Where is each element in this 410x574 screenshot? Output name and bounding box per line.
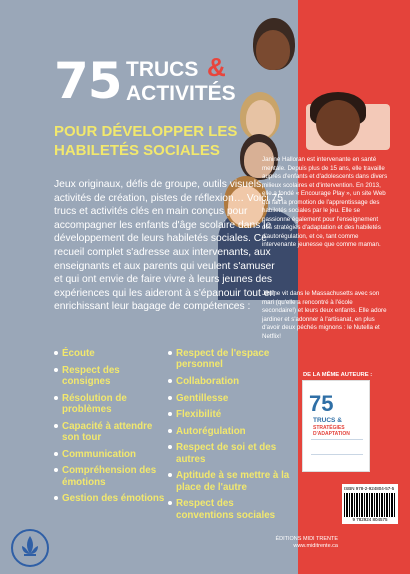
skill-item: Respect de soi et des autres <box>168 442 292 465</box>
skill-item: Autorégulation <box>168 426 292 437</box>
skill-item: Résolution de problèmes <box>54 393 169 416</box>
skill-item: Collaboration <box>168 376 292 387</box>
subtitle: POUR DÉVELOPPER LES HABILETÉS SOCIALES <box>54 123 238 159</box>
title-number: 75 <box>54 52 122 110</box>
author-face <box>316 100 360 146</box>
same-author-label: DE LA MÊME AUTEURE : <box>303 372 373 378</box>
related-book-title: TRUCS & <box>313 417 342 424</box>
skill-item: Aptitude à se mettre à la place de l'autre <box>168 470 292 493</box>
skill-item: Communication <box>54 449 169 460</box>
child-face-1 <box>256 30 290 70</box>
barcode-bars <box>344 493 396 517</box>
skill-item: Flexibilité <box>168 409 292 420</box>
related-book-subtitle: STRATÉGIES D'ADAPTATION <box>313 425 350 437</box>
ean-text: 9 782924 804575 <box>352 517 388 522</box>
skill-item: Gestion des émotions <box>54 493 169 504</box>
skills-list-right <box>168 348 292 526</box>
intro-paragraph: Jeux originaux, défis de groupe, outils visuels, activités de création, pistes de réflexion… Voici 75 trucs et activités clés en main conçus pour accompagner les enfants d'âge scolaire dans le développement de leurs habiletés sociales. Ce recueil complet s'adresse aux intervenants, aux enseignants et aux parents qui veulent s'amuser et qui ont envie de faire vivre à leurs jeunes des expériences qui les aideront à s'épanouir tout en enrichissant leur bagage de compétences : <box>54 179 283 313</box>
skill-item: Respect de l'espace personnel <box>168 348 292 371</box>
publisher-name: ÉDITIONS MIDI TRENTE <box>275 536 338 542</box>
fleur-de-lis-logo <box>10 528 50 568</box>
skill-item: Respect des conventions sociales <box>168 498 292 521</box>
publisher-url: www.miditrente.ca <box>293 543 338 549</box>
title-line1: TRUCS <box>126 58 199 81</box>
related-book-decoration <box>311 439 363 455</box>
barcode <box>342 484 398 524</box>
skill-item: Gentillesse <box>168 393 292 404</box>
skill-item: Respect des consignes <box>54 365 169 388</box>
author-bio: Janine Halloran est intervenante en santé mentale. Depuis plus de 15 ans, elle travaille auprès d'enfants et d'adolescents dans divers milieux scolaires et d'intervention. En 2013, elle a fondé « Encourage Play », un site Web qui fait la promotion de l'apprentissage des habiletés sociales par le jeu. Elle se passionne également pour l'enseignement des stratégies d'adaptation et des habiletés d'autorégulation, et ce, tant comme intervenante jeunesse que comme maman. <box>262 156 388 248</box>
isbn-text: ISBN 978-2-924804-57-5 <box>344 486 395 491</box>
title-line2: ACTIVITÉS <box>126 82 236 105</box>
skill-item: Capacité à attendre son tour <box>54 421 169 444</box>
skill-item: Compréhension des émotions <box>54 465 169 488</box>
title-ampersand: & <box>207 52 226 82</box>
skills-list-left <box>54 348 169 510</box>
related-book-cover <box>302 380 370 472</box>
publisher-info <box>228 536 338 550</box>
related-book-number: 75 <box>309 391 334 416</box>
skill-item: Écoute <box>54 348 169 359</box>
author-bio-personal: Janine vit dans le Massachusetts avec son mari (qu'elle a rencontré à l'école secondaire!) et leurs deux enfants. Elle adore jardiner et s'adonner à l'artisanat, en plus d'avoir deux péchés mignons : le Nutella et Netflix! <box>262 290 387 340</box>
